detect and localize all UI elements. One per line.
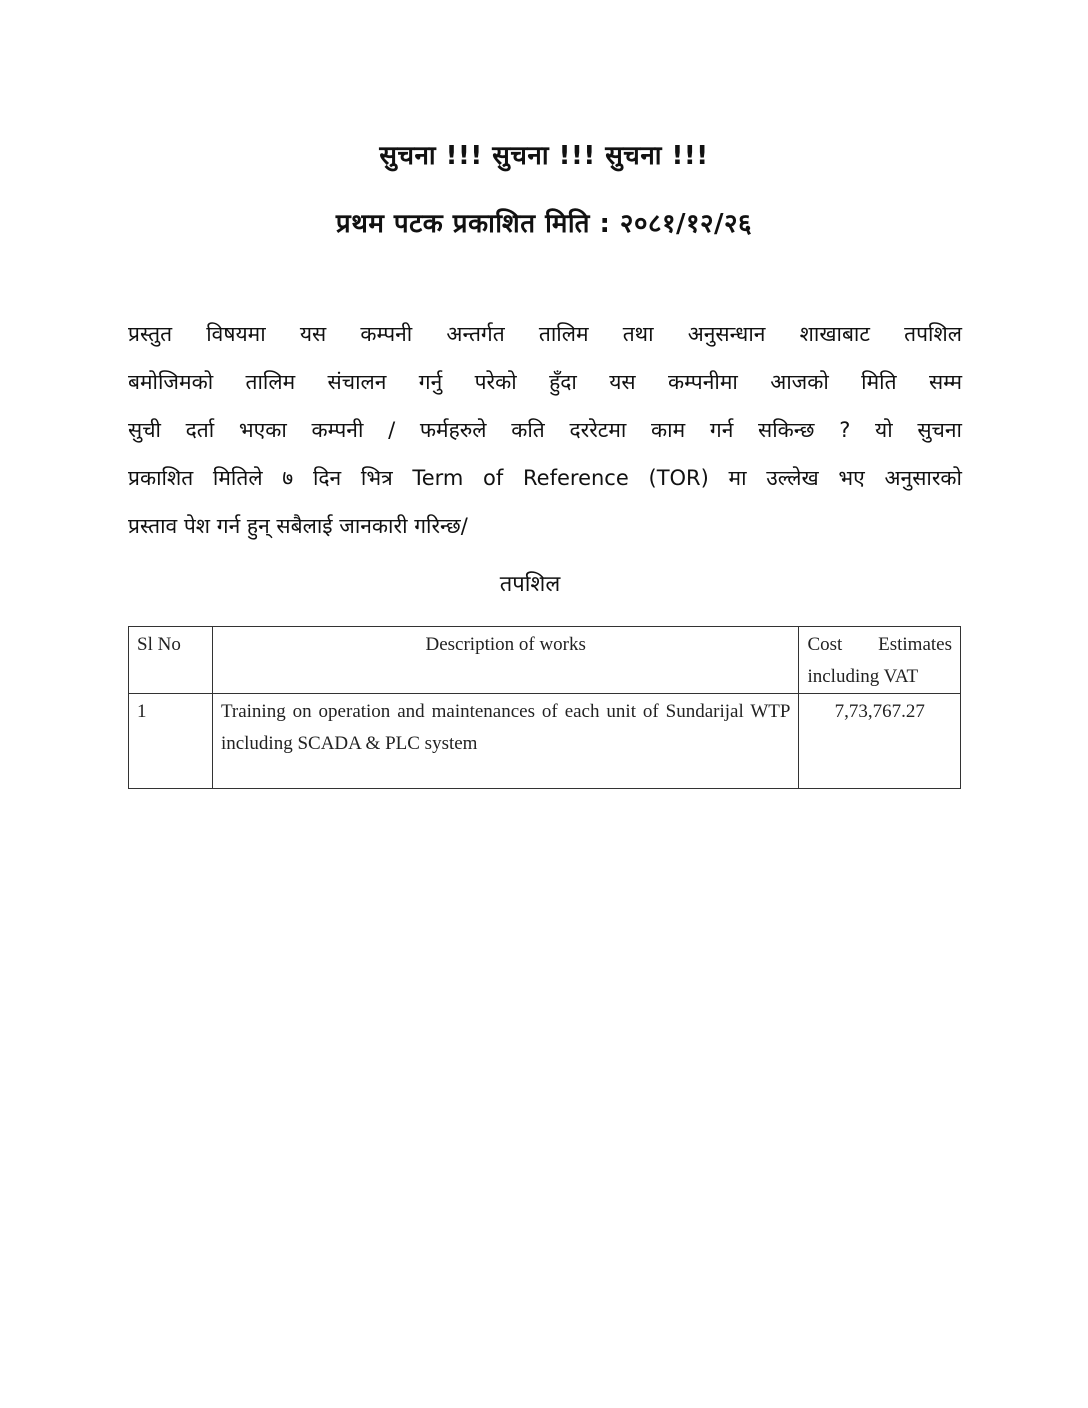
cell-cost: 7,73,767.27 [799,694,961,789]
body-line-2: बमोजिमको तालिम संचालन गर्नु परेको हुँदा यस कम्पनीमा आजको मिति सम्म [128,370,962,394]
column-header-cost-line1: Cost Estimates [807,634,952,655]
works-table [128,626,961,789]
table-row [129,694,961,789]
published-date-line: प्रथम पटक प्रकाशित मिति : २०८१/१२/२६ [335,209,753,239]
body-line-4: प्रकाशित मितिले ७ दिन भित्र Term of Reference (TOR) मा उल्लेख भए अनुसारको [128,466,962,490]
table-header-row [129,627,961,694]
column-header-description: Description of works [212,627,799,694]
body-line-3: सुची दर्ता भएका कम्पनी / फर्महरुले कति दररेटमा काम गर्न सकिन्छ ? यो सुचना [128,418,962,442]
column-header-cost [799,627,961,694]
cell-sl-no: 1 [129,694,213,789]
schedule-heading: तपशिल [499,572,561,597]
notice-heading: सुचना !!! सुचना !!! सुचना !!! [379,141,709,171]
column-header-cost-line2: including VAT [807,666,919,687]
cell-description: Training on operation and maintenances of each unit of Sundarijal WTP including SCADA & PLC system [212,694,799,789]
notice-body [128,310,962,550]
body-line-1: प्रस्तुत विषयमा यस कम्पनी अन्तर्गत तालिम तथा अनुसन्धान शाखाबाट तपशिल [128,322,962,346]
body-line-5: प्रस्ताव पेश गर्न हुन् सबैलाई जानकारी गरिन्छ/ [128,514,468,538]
column-header-sl-no: Sl No [129,627,213,694]
